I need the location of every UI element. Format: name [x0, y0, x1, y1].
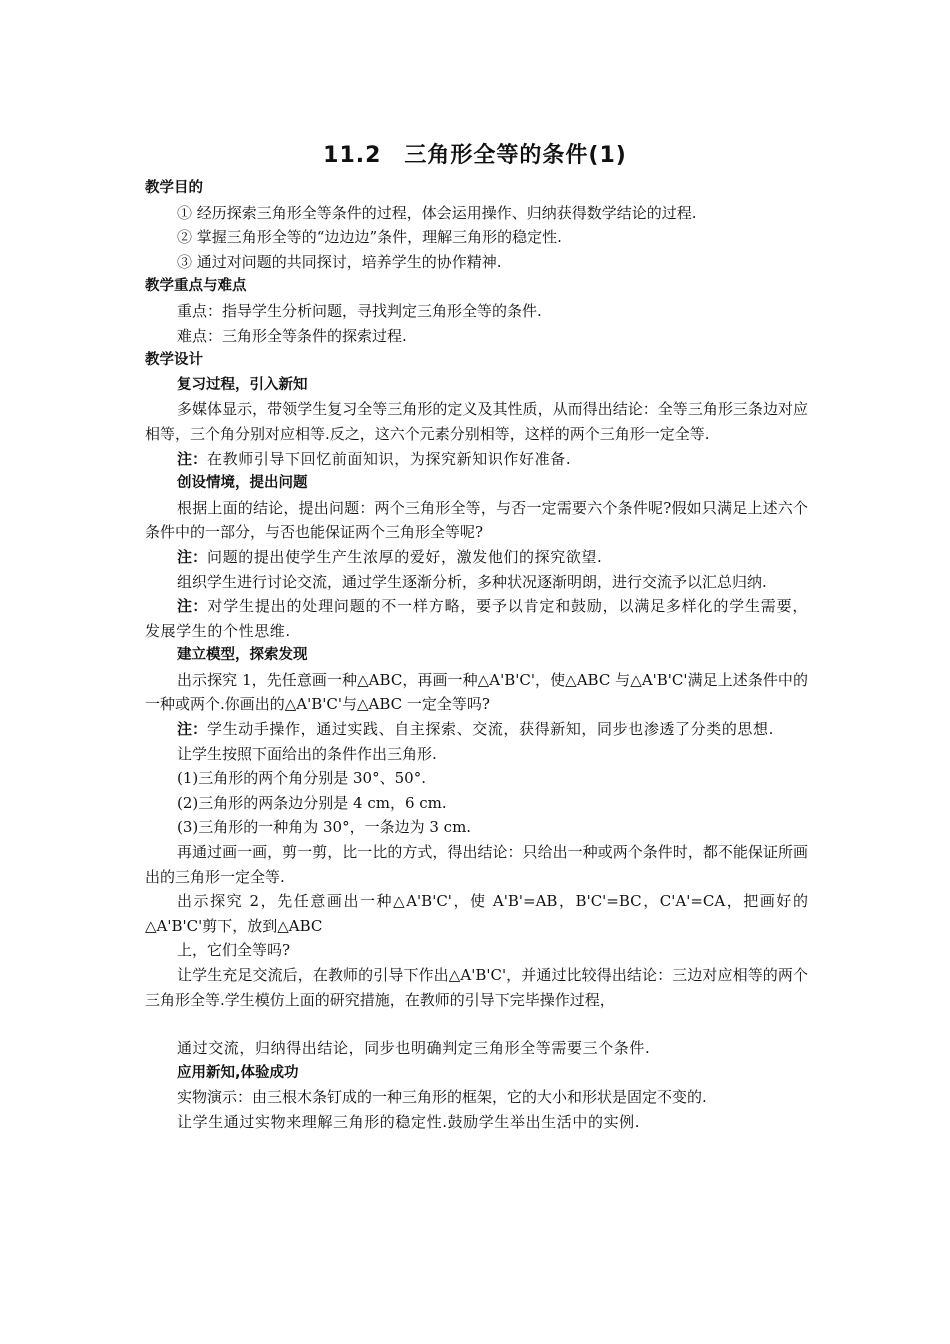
subheading-review: 复习过程，引入新知: [177, 376, 308, 393]
paragraph-explore-2-cont: 上，它们全等吗?: [177, 941, 291, 960]
note-label: 注：: [177, 720, 208, 739]
note-text: 对学生提出的处理问题的不一样方略，要予以肯定和鼓励，以满足多样化的学生需要，发展学生的个性思维.: [145, 597, 808, 640]
condition-item-3: (3)三角形的一种角为 30°，一条边为 3 cm.: [177, 818, 472, 837]
goal-item-1: ① 经历探索三角形全等条件的过程，体会运用操作、归纳获得数学结论的过程.: [177, 203, 697, 222]
paragraph-conclusion-1: 再通过画一画，剪一剪，比一比的方式，得出结论：只给出一种或两个条件时，都不能保证所画出的三角形一定全等.: [145, 843, 808, 886]
note-3: [145, 594, 808, 643]
key-point-text: 重点：指导学生分析问题，寻找判定三角形全等的条件.: [177, 301, 542, 320]
note-label: 注：: [177, 597, 208, 616]
paragraph-demo: 实物演示：由三根木条钉成的一种三角形的框架，它的大小和形状是固定不变的.: [177, 1088, 707, 1107]
note-1: [145, 447, 808, 472]
spacer: [145, 1012, 808, 1036]
condition-item-1: (1)三角形的两个角分别是 30°、50°.: [177, 769, 426, 788]
note-text: 在教师引导下回忆前面知识，为探究新知识作好准备.: [207, 449, 572, 468]
section-heading-goals: 教学目的: [145, 180, 203, 196]
goal-item-3: ③ 通过对问题的共同探讨，培养学生的协作精神.: [177, 252, 502, 271]
note-text: 学生动手操作，通过实践、自主探索、交流，获得新知，同步也渗透了分类的思想.: [207, 720, 774, 739]
paragraph-stability: 让学生通过实物来理解三角形的稳定性.鼓励学生举出生活中的实例.: [177, 1112, 641, 1131]
paragraph-explore-2: 出示探究 2，先任意画出一种△A'B'C'，使 A'B'=AB，B'C'=BC，C'A'=CA，把画好的△A'B'C'剪下，放到△ABC: [145, 892, 808, 935]
subheading-situation: 创设情境，提出问题: [177, 475, 308, 492]
paragraph-review: 多媒体显示，带领学生复习全等三角形的定义及其性质，从而得出结论：全等三角形三条边对应相等，三个角分别对应相等.反之，这六个元素分别相等，这样的两个三角形一定全等.: [145, 400, 808, 443]
paragraph-explore-1: 出示探究 1，先任意画一种△ABC，再画一种△A'B'C'，使△ABC 与△A'B'C'满足上述条件中的一种或两个.你画出的△A'B'C'与△ABC 一定全等吗?: [145, 670, 808, 714]
condition-item-2: (2)三角形的两条边分别是 4 cm，6 cm.: [177, 793, 447, 812]
section-heading-key-points: 教学重点与难点: [145, 278, 247, 295]
note-label: 注：: [177, 449, 208, 468]
paragraph-conclusion-2: 让学生充足交流后，在教师的引导下作出△A'B'C'，并通过比较得出结论：三边对应相等的两个三角形全等.学生模仿上面的研究措施，在教师的引导下完毕操作过程，: [145, 966, 808, 1009]
paragraph-summary: 通过交流，归纳得出结论，同步也明确判定三角形全等需要三个条件.: [177, 1039, 651, 1058]
note-4: [145, 717, 808, 742]
paragraph-instructions: 让学生按照下面给出的条件作出三角形.: [177, 744, 437, 763]
subheading-apply: 应用新知,体验成功: [177, 1064, 299, 1081]
subheading-model: 建立模型，探索发现: [177, 647, 308, 664]
note-label: 注：: [177, 547, 208, 566]
paragraph-question: 根据上面的结论，提出问题：两个三角形全等，与否一定需要六个条件呢?假如只满足上述六个条件中的一部分，与否也能保证两个三角形全等呢?: [145, 498, 808, 542]
document-body: [145, 176, 808, 1135]
note-2: [145, 545, 808, 570]
goal-item-2: ② 掌握三角形全等的“边边边”条件，理解三角形的稳定性.: [177, 228, 562, 247]
page-title: 11.2 三角形全等的条件(1): [323, 143, 627, 168]
note-text: 问题的提出使学生产生浓厚的爱好，激发他们的探究欲望.: [207, 547, 603, 566]
paragraph-discussion: 组织学生进行讨论交流，通过学生逐渐分析，多种状况逐渐明朗，进行交流予以汇总归纳.: [177, 572, 767, 591]
difficulty-text: 难点：三角形全等条件的探索过程.: [177, 326, 407, 345]
section-heading-design: 教学设计: [145, 352, 203, 369]
